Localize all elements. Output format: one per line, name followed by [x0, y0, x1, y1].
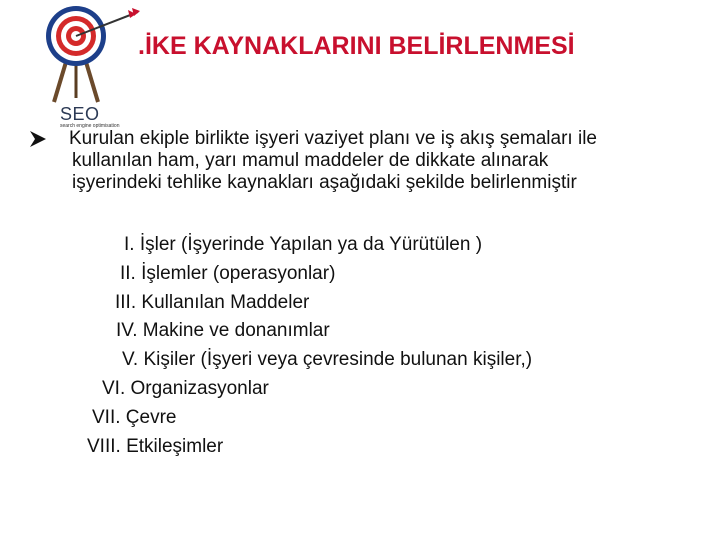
list-item-4: IV. Makine ve donanımlar	[116, 320, 330, 341]
list-item-5: V. Kişiler (İşyeri veya çevresinde bulunan kişiler,)	[122, 349, 533, 370]
logo-subtext: search engine optimisation	[60, 123, 120, 129]
list-item-1: I. İşler (İşyerinde Yapılan ya da Yürütülen )	[124, 234, 483, 255]
list-item-3: III. Kullanılan Maddeler	[115, 292, 310, 313]
bullet-line: Kurulan ekiple birlikte işyeri vaziyet planı ve iş akış şemaları ile	[69, 128, 597, 149]
list-item-2: II. İşlemler (operasyonlar)	[120, 263, 336, 284]
logo-text: SEO	[60, 104, 100, 124]
list-item-7: VII. Çevre	[92, 407, 177, 428]
bullet-text	[68, 128, 708, 194]
slide-title: .İKE KAYNAKLARINI BELİRLENMESİ	[138, 32, 575, 60]
bullet-line: işyerindeki tehlike kaynakları aşağıdaki şekilde belirlenmiştir	[72, 172, 577, 193]
bullet-paragraph	[28, 128, 708, 194]
list-item-6: VI. Organizasyonlar	[102, 378, 269, 399]
list-item-8: VIII. Etkileşimler	[87, 436, 224, 457]
arrowhead-bullet-icon	[28, 129, 48, 149]
bullet-line: kullanılan ham, yarı mamul maddeler de dikkate alınarak	[72, 150, 549, 171]
